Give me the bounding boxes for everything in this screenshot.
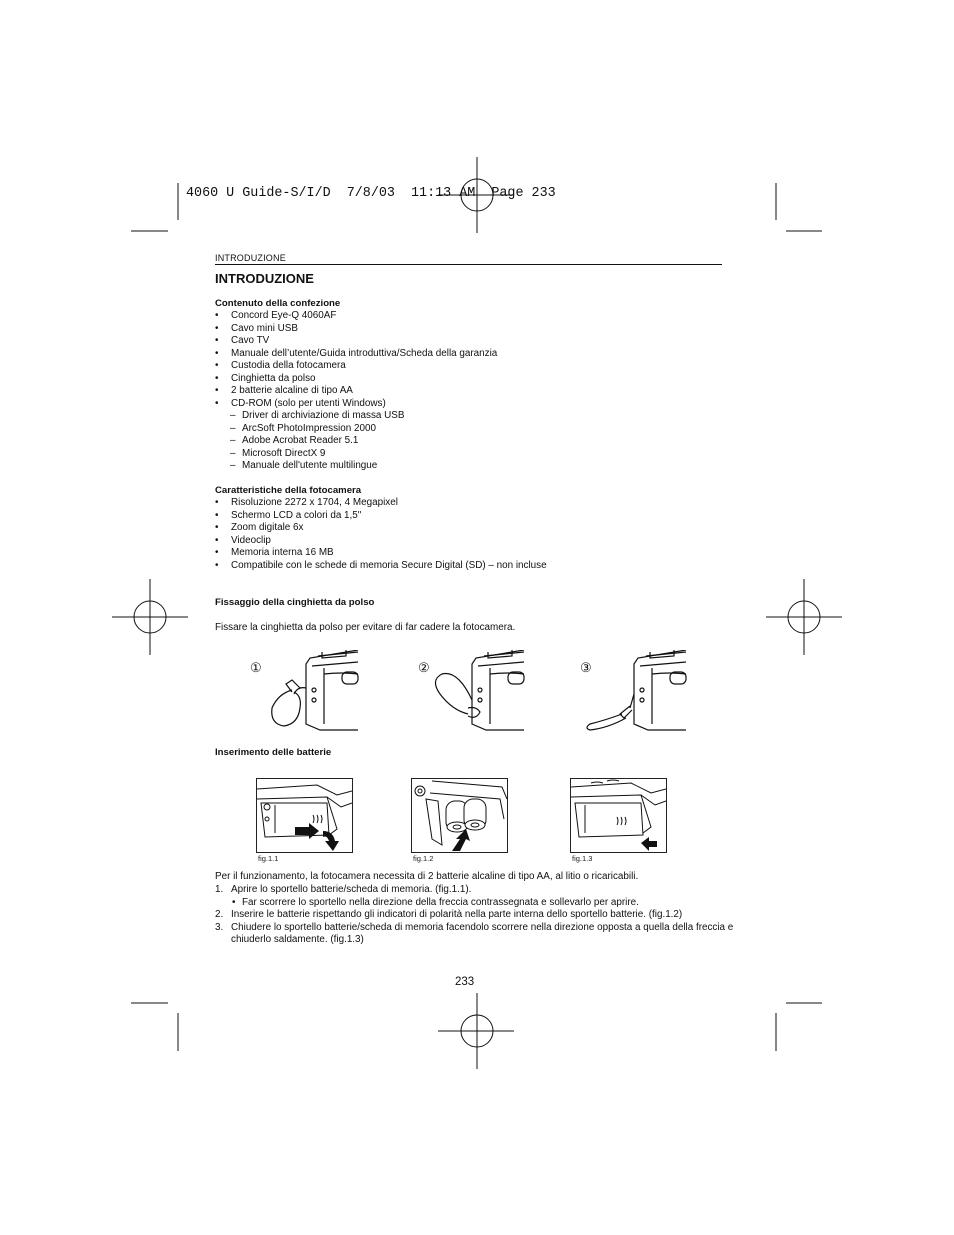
camera-strap-drawing [580,650,690,732]
step-marker: ③ [580,660,592,675]
figure-label: fig.1.2 [413,854,434,863]
figure-label: fig.1.3 [572,854,593,863]
list-item: • Concord Eye-Q 4060AF [215,310,497,323]
features-list [215,497,547,572]
step-text: Inserire le batterie rispettando gli indicatori di polarità nella parte interna dello sportello batterie. (fig.1.2) [231,909,683,920]
list-item: • Schermo LCD a colori da 1,5" [215,510,547,523]
step-number: 2. [215,909,224,920]
registration-target-right [766,579,842,655]
contents-heading: Contenuto della confezione [215,298,341,309]
list-item: • Custodia della fotocamera [215,360,497,373]
step-number: 1. [215,884,224,895]
list-item: • Cinghietta da polso [215,373,497,386]
step-text: Chiudere lo sportello batterie/scheda di memoria facendolo scorrere nella direzione opposta a quella della freccia e chiuderlo saldamente. (fig.1.3) [231,921,734,945]
step-item [215,884,735,897]
header-rule [215,264,722,265]
step-marker: ① [250,660,262,675]
list-item: • Memoria interna 16 MB [215,547,547,560]
list-item: • Zoom digitale 6x [215,522,547,535]
batteries-intro: Per il funzionamento, la fotocamera necessita di 2 batterie alcaline di tipo AA, al litio o ricaricabili. [215,871,639,882]
camera-strap-drawing [428,650,538,732]
camera-door-drawing [571,779,666,852]
battery-figure-1 [256,778,353,853]
figure-label: fig.1.1 [258,854,279,863]
list-subitem: – ArcSoft PhotoImpression 2000 [215,423,497,436]
list-item: • Videoclip [215,535,547,548]
registration-target-top [438,157,514,233]
list-item: • Cavo mini USB [215,323,497,336]
list-item: • Compatibile con le schede di memoria Secure Digital (SD) – non incluse [215,560,547,573]
contents-list [215,310,497,473]
list-subitem: – Driver di archiviazione di massa USB [215,410,497,423]
page-title: INTRODUZIONE [215,271,314,286]
list-item: • Cavo TV [215,335,497,348]
strap-text: Fissare la cinghietta da polso per evitare di far cadere la fotocamera. [215,622,516,633]
list-item: • Risoluzione 2272 x 1704, 4 Megapixel [215,497,547,510]
strap-heading: Fissaggio della cinghietta da polso [215,597,375,608]
list-subitem: – Microsoft DirectX 9 [215,448,497,461]
step-subitem [215,897,735,910]
list-item: • CD-ROM (solo per utenti Windows) [215,398,497,411]
step-marker: ② [418,660,430,675]
registration-target-bottom [438,993,514,1069]
running-head: INTRODUZIONE [215,253,286,263]
printer-slug: 4060 U Guide-S/I/D 7/8/03 11:13 AM Page 233 [186,186,556,201]
battery-figure-3 [570,778,667,853]
page-number: 233 [455,976,475,988]
battery-figure-2 [411,778,508,853]
battery-steps [215,884,735,947]
camera-strap-drawing [262,650,372,732]
list-subitem: – Adobe Acrobat Reader 5.1 [215,435,497,448]
list-item: • Manuale dell’utente/Guida introduttiva/Scheda della garanzia [215,348,497,361]
camera-door-drawing [257,779,352,852]
step-text: Aprire lo sportello batterie/scheda di memoria. (fig.1.1). [231,884,472,895]
step-item [215,922,735,947]
list-item: • 2 batterie alcaline di tipo AA [215,385,497,398]
battery-insert-drawing [412,779,507,852]
step-number: 3. [215,921,224,933]
batteries-heading: Inserimento delle batterie [215,747,332,758]
step-text: Far scorrere lo sportello nella direzione della freccia contrassegnata e sollevarlo per aprire. [242,896,639,908]
list-subitem: – Manuale dell'utente multilingue [215,460,497,473]
registration-target-left [112,579,188,655]
features-heading: Caratteristiche della fotocamera [215,485,362,496]
step-item [215,909,735,922]
